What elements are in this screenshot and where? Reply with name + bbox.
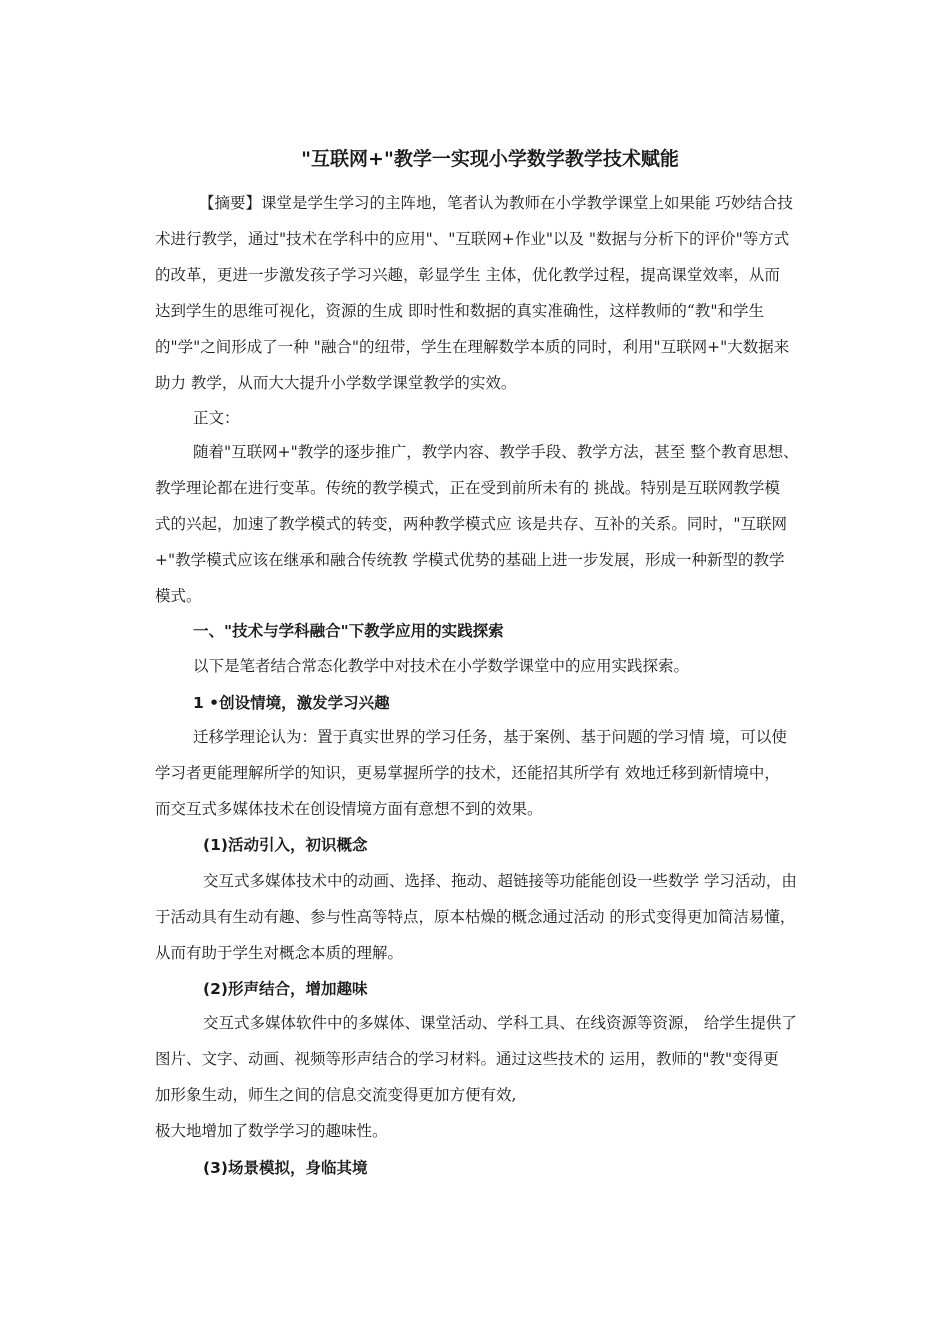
- abstract-line: 【摘要】课堂是学生学习的主阵地，笔者认为教师在小学教学课堂上如果能 巧妙结合技: [199, 194, 793, 212]
- paragraph-line: 交互式多媒体软件中的多媒体、课堂活动、学科工具、在线资源等资源， 给学生提供了: [203, 1014, 797, 1032]
- item-heading: (2)形声结合，增加趣味: [203, 980, 368, 998]
- abstract-line: 达到学生的思维可视化，资源的生成 即时性和数据的真实准确性，这样教师的“教"和学生: [155, 302, 764, 320]
- item-paragraph: [155, 1005, 885, 1149]
- intro-line: 模式。: [155, 587, 202, 605]
- item-paragraph: [155, 863, 885, 971]
- document-title: "互联网+"教学一实现小学数学教学技术赋能: [301, 148, 679, 170]
- abstract-line: 术进行教学，通过"技术在学科中的应用"、"互联网+作业"以及 "数据与分析下的评价"等方式: [155, 230, 790, 248]
- paragraph-line: 学习者更能理解所学的知识，更易掌握所学的技术，还能招其所学有 效地迁移到新情境中，: [155, 764, 780, 782]
- intro-line: +"教学模式应该在继承和融合传统教 学模式优势的基础上进一步发展，形成一种新型的教学: [155, 551, 785, 569]
- subsection-heading-text: 1 •创设情境，激发学习兴趣: [193, 694, 390, 712]
- section-intro: 以下是笔者结合常态化教学中对技术在小学数学课堂中的应用实践探索。: [193, 657, 690, 675]
- paragraph-line: 迁移学理论认为：置于真实世界的学习任务，基于案例、基于问题的学习情 境，可以使: [193, 728, 787, 746]
- abstract-paragraph: [155, 185, 885, 401]
- subsection-paragraph: [155, 719, 885, 827]
- abstract-line: 助力 教学，从而大大提升小学数学课堂教学的实效。: [155, 374, 517, 392]
- paragraph-line: 而交互式多媒体技术在创设情境方面有意想不到的效果。: [155, 800, 543, 818]
- paragraph-line: 交互式多媒体技术中的动画、选择、拖动、超链接等功能能创设一些数学 学习活动，由: [203, 872, 797, 890]
- paragraph-line: 于活动具有生动有趣、参与性高等特点，原本枯燥的概念通过活动 的形式变得更加简洁易懂，: [155, 908, 796, 926]
- paragraph-line: 图片、文字、动画、视频等形声结合的学习材料。通过这些技术的 运用，教师的"教"变得更: [155, 1050, 779, 1068]
- paragraph-line: 极大地增加了数学学习的趣味性。: [155, 1122, 388, 1140]
- item-heading: (1)活动引入，初识概念: [203, 836, 368, 854]
- paragraph-line: 加形象生动，师生之间的信息交流变得更加方便有效,: [155, 1086, 517, 1104]
- item-heading: (3)场景模拟，身临其境: [203, 1159, 368, 1177]
- section-heading: 一、"技术与学科融合"下教学应用的实践探索: [193, 622, 504, 640]
- paragraph-line: 从而有助于学生对概念本质的理解。: [155, 944, 404, 962]
- abstract-line: 的"学"之间形成了一种 "融合"的纽带，学生在理解数学本质的同时，利用"互联网+"大数据来: [155, 338, 790, 356]
- body-label: 正文：: [193, 409, 240, 427]
- intro-paragraph: [155, 434, 885, 614]
- intro-line: 式的兴起，加速了教学模式的转变，两种教学模式应 该是共存、互补的关系。同时，"互联网: [155, 515, 788, 533]
- subsection-heading: [193, 685, 390, 721]
- abstract-line: 的改革，更进一步激发孩子学习兴趣，彰显学生 主体，优化教学过程，提高课堂效率，从而: [155, 266, 780, 284]
- intro-line: 随着"互联网+"教学的逐步推广，教学内容、教学手段、教学方法，甚至 整个教育思想、: [193, 443, 799, 461]
- intro-line: 教学理论都在进行变革。传统的教学模式，正在受到前所未有的 挑战。特别是互联网教学模: [155, 479, 780, 497]
